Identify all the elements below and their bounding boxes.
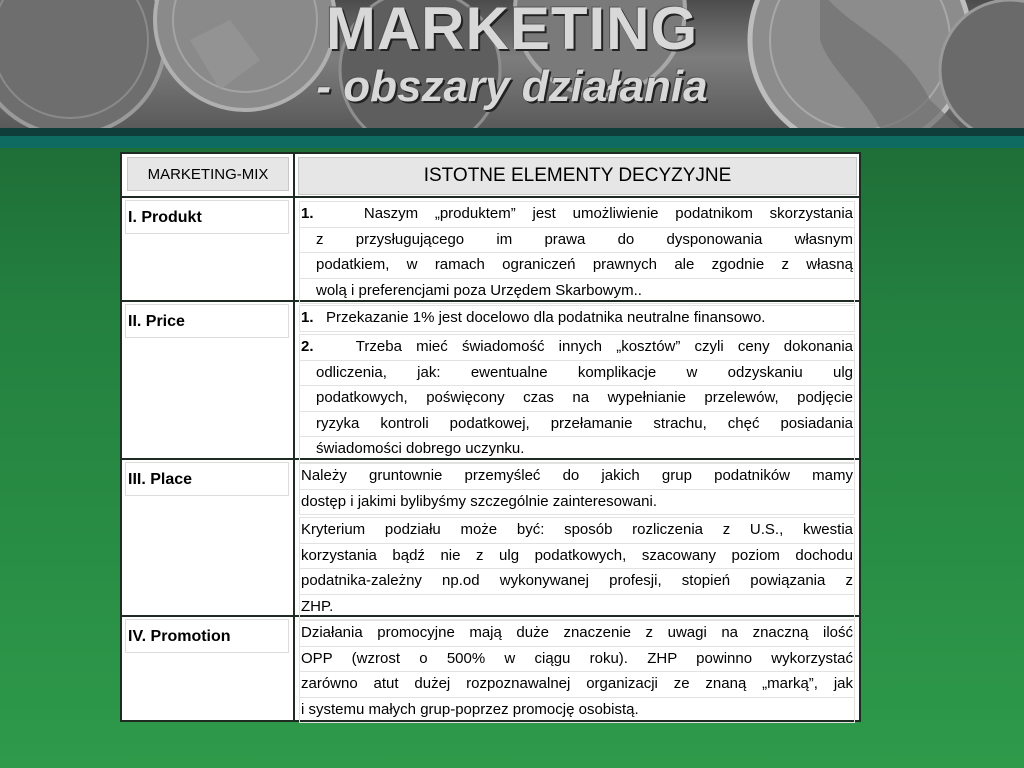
text-line: 2. Trzeba mieć świadomość innych „kosztów” czyli ceny dokonania <box>299 334 855 361</box>
row-label-price: II. Price <box>125 304 289 338</box>
price-item-2 <box>299 334 855 463</box>
text-line: ZHP. <box>299 595 855 621</box>
slide-subtitle: - obszary działania <box>316 62 708 111</box>
text-line: podatkowych, poświęcony czas na wypełnianie przelewów, podjęcie <box>299 386 855 412</box>
text-line: podatkiem, w ramach ograniczeń prawnych ale zgodnie z własną <box>299 253 855 279</box>
row-label-place: III. Place <box>125 462 289 496</box>
text-line: 1. Przekazanie 1% jest docelowo dla podatnika neutralne finansowo. <box>299 305 855 332</box>
place-paragraph-2 <box>299 517 855 620</box>
slide-title: MARKETING <box>325 0 699 62</box>
text-line: z przysługującego im prawa do dysponowania własnym <box>299 228 855 254</box>
text-line: Należy gruntownie przemyśleć do jakich grup podatników mamy <box>299 463 855 490</box>
text-line: 1. Naszym „produktem” jest umożliwienie podatnikom skorzystania <box>299 201 855 228</box>
text-line: Kryterium podziału może być: sposób rozliczenia z U.S., kwestia <box>299 517 855 544</box>
promotion-description <box>299 620 855 723</box>
text-line: Działania promocyjne mają duże znaczenie z uwagi na znaczną ilość <box>299 620 855 647</box>
row-divider <box>121 196 860 198</box>
text-line: dostęp i jakimi bylibyśmy szczególnie zainteresowani. <box>299 490 855 516</box>
text-line: korzystania bądź nie z ulg podatkowych, szacowany poziom dochodu <box>299 544 855 570</box>
item-number: 1. <box>301 205 314 222</box>
text-line: ryzyka kontroli podatkowej, przełamanie strachu, chęć posiadania <box>299 412 855 438</box>
text-line: odliczenia, jak: ewentualne komplikacje w odzyskaniu ulg <box>299 361 855 387</box>
marketing-mix-column-header: MARKETING-MIX <box>127 157 289 191</box>
item-number: 1. <box>301 309 314 326</box>
row-label-promotion: IV. Promotion <box>125 619 289 653</box>
item-number: 2. <box>301 338 314 355</box>
row-label-produkt: I. Produkt <box>125 200 289 234</box>
decision-elements-column-header: ISTOTNE ELEMENTY DECYZYJNE <box>298 157 857 195</box>
text-line: OPP (wzrost o 500% w ciągu roku). ZHP powinno wykorzystać <box>299 647 855 673</box>
header-divider <box>0 128 1024 136</box>
text-line: podatnika-zależny np.od wykonywanej profesji, stopień powiązania z <box>299 569 855 595</box>
column-divider <box>293 153 295 720</box>
text-line: wolą i preferencjami poza Urzędem Skarbowym.. <box>299 279 855 305</box>
produkt-description <box>299 201 855 304</box>
place-paragraph-1 <box>299 463 855 515</box>
text-line: zarówno atut dużej rozpoznawalnej organizacji ze znaną „marką”, jak <box>299 672 855 698</box>
price-item-1 <box>299 305 855 332</box>
text-line: świadomości dobrego uczynku. <box>299 437 855 463</box>
slide-header <box>0 0 1024 128</box>
header-accent-band <box>0 136 1024 148</box>
text-line: i systemu małych grup-poprzez promocję osobistą. <box>299 698 855 724</box>
